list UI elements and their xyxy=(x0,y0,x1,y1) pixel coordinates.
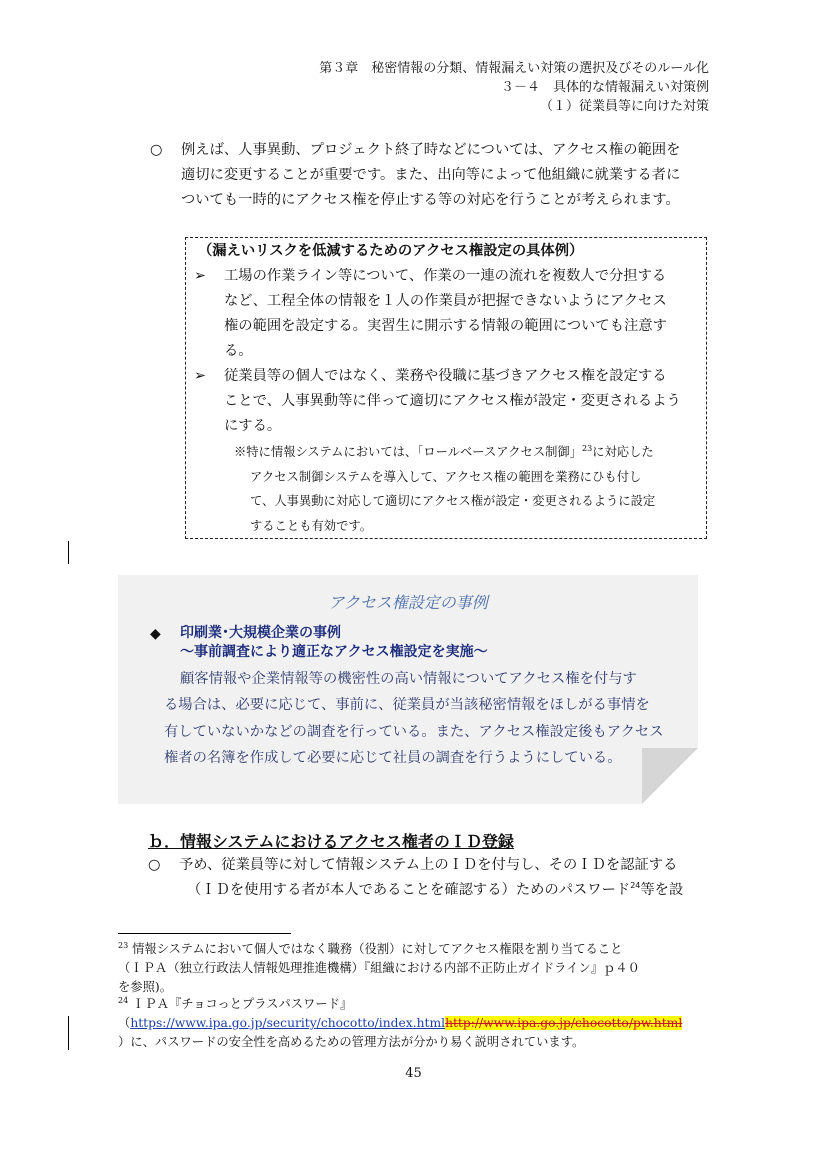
section-header: ３－４ 具体的な情報漏えい対策例 xyxy=(500,80,709,95)
example-note xyxy=(234,440,655,538)
case-heading-line: 印刷業･大規模企業の事例 xyxy=(180,625,341,641)
item-line: ことで、人事異動等に伴って適切にアクセス権が設定・変更されるよう xyxy=(224,393,681,409)
revision-bar xyxy=(68,541,69,564)
case-heading-line: ～事前調査により適正なアクセス権設定を実施～ xyxy=(180,644,488,660)
ipa-chocotto-link[interactable]: https://www.ipa.go.jp/security/chocotto/index.html xyxy=(130,1016,446,1031)
footnote-line: $^{23}$ 情報システムにおいて個人ではなく職務（役割）に対してアクセス権限を割り当てること xyxy=(118,940,623,956)
revision-bar xyxy=(68,1016,69,1050)
footnote-line: $^{24}$ ＩＰＡ『チョコっとプラスパスワード』 xyxy=(118,995,353,1011)
footnote-23 xyxy=(118,940,640,998)
case-study-box xyxy=(118,575,698,804)
paragraph-line: 適切に変更することが重要です。また、出向等によって他組織に就業する者に xyxy=(181,167,681,183)
paragraph-line: ついても一時的にアクセス権を停止する等の対応を行うことが考えられます。 xyxy=(181,192,680,208)
page-curl-corner xyxy=(642,748,698,804)
item-line: 従業員等の個人ではなく、業務や役職に基づきアクセス権を設定する xyxy=(224,368,667,384)
case-body-line: る場合は、必要に応じて、事前に、従業員が当該秘密情報をほしがる事情を xyxy=(164,697,650,714)
footnote-24 xyxy=(118,995,682,1053)
paragraph-line: （ＩＤを使用する者が本人であることを確認する）ためのパスワード$^{24}$等を設 xyxy=(187,881,684,898)
footnote-divider xyxy=(118,933,291,934)
example-box xyxy=(185,237,707,539)
item-line: 権の範囲を設定する。実習生に開示する情報の範囲についても注意す xyxy=(224,318,667,334)
example-item xyxy=(194,364,681,439)
arrow-bullet-icon: ➢ xyxy=(194,268,206,284)
note-line: ※特に情報システムにおいては、「ロールベースアクセス制御」$^{23}$に対応した xyxy=(234,443,654,459)
case-body-line: 有していないかなどの調査を行っている。また、アクセス権設定後もアクセス xyxy=(164,723,664,740)
chapter-header: 第３章 秘密情報の分類、情報漏えい対策の選択及びそのルール化 xyxy=(319,61,709,76)
footnote-line: を参照)。 xyxy=(118,980,172,995)
item-line: る。 xyxy=(224,343,253,359)
example-item xyxy=(194,264,667,364)
paragraph-line: 例えば、人事異動、プロジェクト終了時などについては、アクセス権の範囲を xyxy=(181,142,681,158)
case-body-line: 顧客情報や企業情報等の機密性の高い情報についてアクセス権を付与す xyxy=(180,671,637,687)
circle-bullet-icon: ○ xyxy=(148,857,161,873)
diamond-bullet-icon: ◆ xyxy=(150,626,161,642)
item-line: にする。 xyxy=(224,418,282,434)
footnote-number: 23 xyxy=(118,940,129,950)
note-line: アクセス制御システムを導入して、アクセス権の範囲を業務にひも付し xyxy=(250,469,642,484)
note-line: することも有効です。 xyxy=(250,518,372,533)
footnote-ref: 24 xyxy=(630,881,641,891)
circle-bullet-icon: ○ xyxy=(150,142,163,158)
case-body-line: 権者の名簿を作成して必要に応じて社員の調査を行うようにしている。 xyxy=(164,749,622,766)
page-number: 45 xyxy=(405,1066,422,1081)
footnote-line: （ＩＰＡ（独立行政法人情報処理推進機構）『組織における内部不正防止ガイドライン』ｐ４０ xyxy=(118,961,640,976)
case-study-title: アクセス権設定の事例 xyxy=(328,593,488,612)
footnote-ref: 23 xyxy=(582,443,593,453)
section-b-heading: ｂ．情報システムにおけるアクセス権者のＩＤ登録 xyxy=(148,832,514,851)
section-b-paragraph xyxy=(148,853,683,903)
arrow-bullet-icon: ➢ xyxy=(194,368,206,384)
intro-paragraph xyxy=(150,138,718,213)
case-study-heading xyxy=(180,624,488,662)
paragraph-line: 予め、従業員等に対して情報システム上のＩＤを付与し、そのＩＤを認証する xyxy=(179,857,678,873)
footnote-line: ）に、パスワードの安全性を高めるための管理方法が分かり易く説明されています。 xyxy=(118,1035,585,1050)
footnote-line: （https://www.ipa.go.jp/security/chocotto/index.htmlhttp://www.ipa.go.jp/chocotto/pw.html xyxy=(118,1016,683,1031)
note-line: て、人事異動に対応して適切にアクセス権が設定・変更されるように設定 xyxy=(250,494,656,508)
subsection-header: （１）従業員等に向けた対策 xyxy=(539,99,709,114)
example-box-title: （漏えいリスクを低減するためのアクセス権設定の具体例） xyxy=(198,243,584,259)
item-line: 工場の作業ライン等について、作業の一連の流れを複数人で分担する xyxy=(224,268,667,284)
item-line: など、工程全体の情報を１人の作業員が把握できないようにアクセス xyxy=(224,293,667,309)
case-study-body xyxy=(164,666,664,771)
deleted-old-link[interactable]: http://www.ipa.go.jp/chocotto/pw.html xyxy=(445,1016,683,1031)
footnote-number: 24 xyxy=(118,995,129,1005)
